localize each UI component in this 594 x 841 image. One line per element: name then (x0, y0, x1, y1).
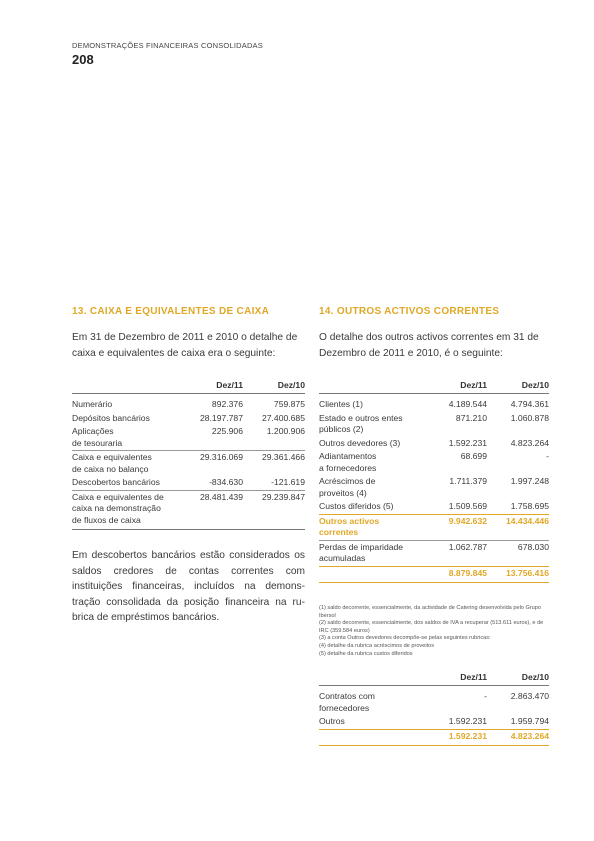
section-13 (72, 306, 305, 626)
table-row (319, 412, 549, 437)
row-value-dez10: 4.794.361 (510, 399, 549, 409)
row-value-dez11: - (484, 691, 487, 702)
table-row (319, 475, 549, 500)
table-row (72, 451, 305, 477)
row-value-dez11: 1.592.231 (448, 437, 487, 448)
row-label: Depósitos bancários (72, 412, 150, 423)
footnote: (2) saldo decorrente, essencialmente, dos saldos de IVA a recuperar (513.611 euros), e de IRC (359.584 euros) (319, 620, 544, 634)
row-value-dez10: 1.060.878 (510, 412, 549, 423)
row-label: Descobertos bancários (72, 477, 160, 487)
row-value-dez11: 225.906 (211, 426, 243, 436)
row-label: Outros devedores (3) (319, 437, 401, 448)
row-value-dez11: -834.630 (209, 477, 243, 487)
table-row (319, 394, 549, 412)
row-label: Outros activos correntes (319, 514, 430, 540)
footnote: (1) saldo decorrente, essencialmente, da actividade de Catering desenvolvida pelo Grupo Ibersol (319, 605, 542, 619)
table-header-blank (319, 672, 430, 686)
other-debtors-table (319, 672, 549, 746)
footnote: (3) a conta Outros devedores decompõe-se pelas seguintes rubricas: (319, 635, 491, 642)
row-value-dez11: 9.942.632 (430, 514, 487, 540)
row-value-dez10: 27.400.685 (261, 412, 305, 423)
row-value-dez10: 29.361.466 (243, 451, 305, 477)
row-value-dez11: 29.316.069 (186, 451, 243, 477)
row-label: Numerário (72, 399, 113, 409)
row-label: Custos diferidos (5) (319, 501, 394, 511)
row-value-dez11: 1.509.569 (448, 501, 487, 511)
section-14-title: 14. OUTROS ACTIVOS CORRENTES (319, 306, 500, 317)
col-dez11-header: Dez/11 (430, 380, 487, 394)
row-label: Perdas de imparidade acumuladas (319, 540, 430, 566)
row-label: Aplicações de tesouraria (72, 426, 123, 448)
section-14-intro: O detalhe dos outros activos correntes em 31 de Dezembro de 2011 e 2010, é o seguinte: (319, 332, 539, 359)
subtotal-row (319, 514, 549, 540)
footnotes (319, 605, 549, 658)
row-value-dez10: 1.959.794 (510, 716, 549, 727)
row-value-dez10: -121.619 (271, 477, 305, 487)
row-value-dez11: 28.481.439 (186, 490, 243, 530)
total-row (319, 566, 549, 583)
row-value-dez10: 2.863.470 (510, 691, 549, 702)
row-label: Clientes (1) (319, 399, 363, 409)
table-row (319, 540, 549, 566)
table-header-blank (72, 380, 186, 394)
row-value-dez11: 892.376 (211, 399, 243, 409)
row-value-dez11: 1.592.231 (430, 729, 487, 746)
row-value-dez11: 1.711.379 (449, 476, 487, 486)
row-value-dez11: 1.592.231 (448, 716, 487, 727)
row-label (319, 566, 430, 583)
table-row (72, 394, 305, 412)
table-row (72, 476, 305, 490)
table-row (319, 715, 549, 729)
row-value-dez11: 1.062.787 (430, 540, 487, 566)
running-header: DEMONSTRAÇÕES FINANCEIRAS CONSOLIDADAS (72, 41, 263, 50)
table-row (319, 450, 549, 475)
table-header-blank (319, 380, 430, 394)
row-label: Caixa e equivalentes de caixa no balanço (72, 451, 186, 477)
row-label (319, 729, 430, 746)
row-value-dez10: - (546, 451, 549, 461)
row-value-dez11: 28.197.787 (199, 412, 243, 423)
total-row (319, 729, 549, 746)
table-row (319, 500, 549, 514)
row-value-dez11: 68.699 (460, 451, 487, 461)
row-value-dez10: 678.030 (487, 540, 549, 566)
row-label: Caixa e equivalentes de caixa na demonstração de fluxos de caixa (72, 490, 186, 530)
other-current-assets-table (319, 380, 549, 583)
row-label: Adiantamentos a fornecedores (319, 451, 377, 473)
col-dez10-header: Dez/10 (243, 380, 305, 394)
footnote: (5) detalhe da rubrica custos diferidos (319, 650, 413, 657)
col-dez10-header: Dez/10 (487, 672, 549, 686)
row-value-dez10: 4.823.264 (510, 437, 549, 448)
row-value-dez10: 13.756.416 (487, 566, 549, 583)
table-row (72, 490, 305, 530)
row-label: Contratos com fornecedores (319, 691, 375, 713)
section-13-intro: Em 31 de Dezembro de 2011 e 2010 o detalhe de caixa e equivalentes de caixa era o seguinte: (72, 332, 298, 359)
row-value-dez10: 14.434.446 (487, 514, 549, 540)
col-dez11-header: Dez/11 (430, 672, 487, 686)
footnote: (4) detalhe da rubrica acréscimos de proveitos (319, 642, 435, 649)
row-label: Acréscimos de proveitos (4) (319, 476, 376, 498)
row-value-dez11: 8.879.845 (430, 566, 487, 583)
table-row (72, 425, 305, 451)
table-row (319, 437, 549, 451)
row-value-dez11: 4.189.544 (448, 399, 487, 409)
row-value-dez10: 4.823.264 (487, 729, 549, 746)
row-value-dez10: 759.875 (273, 399, 305, 409)
row-value-dez10: 29.239.847 (243, 490, 305, 530)
table-row (319, 686, 549, 716)
section-13-closing: Em descobertos bancários estão considerados os saldos credores de contas correntes com instituições financeiras, incluídos na demons-tração consolidada da posição financeira na ru-brica de empréstimos bancários. (72, 550, 305, 623)
col-dez10-header: Dez/10 (487, 380, 549, 394)
table-row (72, 412, 305, 426)
row-label: Outros (319, 716, 345, 727)
cash-equivalents-table (72, 380, 305, 530)
row-value-dez11: 871.210 (455, 412, 487, 423)
row-value-dez10: 1.758.695 (510, 501, 549, 511)
section-13-title: 13. CAIXA E EQUIVALENTES DE CAIXA (72, 306, 270, 317)
row-value-dez10: 1.200.906 (266, 426, 305, 436)
row-value-dez10: 1.997.248 (510, 476, 549, 486)
col-dez11-header: Dez/11 (186, 380, 243, 394)
row-label: Estado e outros entes públicos (2) (319, 412, 403, 434)
section-14 (319, 306, 549, 746)
page-number: 208 (72, 52, 94, 67)
